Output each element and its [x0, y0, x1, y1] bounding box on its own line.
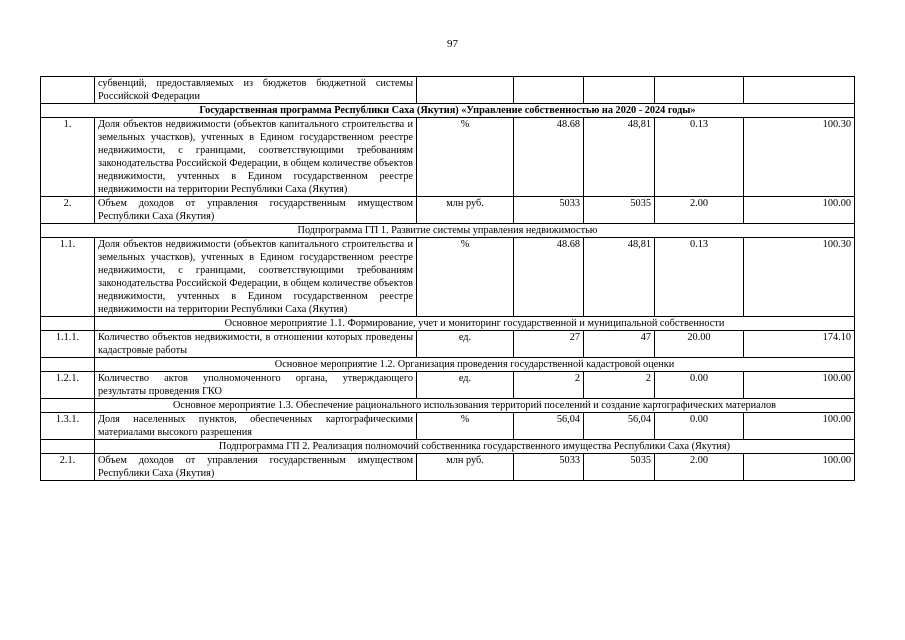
- table-row: [41, 331, 855, 358]
- row-number: 1.1.: [41, 238, 95, 317]
- row-number: 2.1.: [41, 454, 95, 481]
- section-row: [41, 104, 855, 118]
- table-row: [41, 372, 855, 399]
- section-row: [41, 440, 855, 454]
- deviation-cell: 0.13: [655, 118, 744, 197]
- section-row: [41, 317, 855, 331]
- percent-cell: 100.00: [744, 372, 855, 399]
- section-row: [41, 399, 855, 413]
- row-number: 1.1.1.: [41, 331, 95, 358]
- indicator-name: Объем доходов от управления государственным имуществом Республики Саха (Якутия): [95, 197, 417, 224]
- plan-cell: 2: [514, 372, 584, 399]
- row-number: [41, 77, 95, 104]
- percent-cell: 100.00: [744, 197, 855, 224]
- plan-cell: 5033: [514, 197, 584, 224]
- table-row: [41, 118, 855, 197]
- unit-cell: %: [417, 118, 514, 197]
- unit-cell: ед.: [417, 331, 514, 358]
- fact-cell: [584, 77, 655, 104]
- section-row: [41, 358, 855, 372]
- plan-cell: 48.68: [514, 118, 584, 197]
- indicators-table: [40, 76, 855, 481]
- indicator-name: Доля объектов недвижимости (объектов капитального строительства и земельных участков), учтенных в Едином государственном реестре недвижимости, с границами, соответствующими требованиям законодательства Российской Федерации, в общем количестве объектов недвижимости, учтенных в Едином государственном реестре недвижимости на территории Республики Саха (Якутия): [95, 118, 417, 197]
- fact-cell: 48,81: [584, 238, 655, 317]
- plan-cell: [514, 77, 584, 104]
- row-number: 1.: [41, 118, 95, 197]
- deviation-cell: 20.00: [655, 331, 744, 358]
- empty-number-cell: [41, 317, 95, 331]
- table-row: [41, 238, 855, 317]
- row-number: 1.3.1.: [41, 413, 95, 440]
- plan-cell: 56,04: [514, 413, 584, 440]
- percent-cell: 100.00: [744, 413, 855, 440]
- plan-cell: 27: [514, 331, 584, 358]
- program-title: Государственная программа Республики Саха (Якутия) «Управление собственностью на 2020 - 2024 годы»: [41, 104, 855, 118]
- unit-cell: млн руб.: [417, 197, 514, 224]
- row-number: 2.: [41, 197, 95, 224]
- indicator-name: субвенций, предоставляемых из бюджетов бюджетной системы Российской Федерации: [95, 77, 417, 104]
- subprogram-title: Подпрограмма ГП 2. Реализация полномочий собственника государственного имущества Республики Саха (Якутия): [95, 440, 855, 454]
- page-number: 97: [447, 38, 458, 50]
- empty-number-cell: [41, 358, 95, 372]
- unit-cell: %: [417, 238, 514, 317]
- unit-cell: %: [417, 413, 514, 440]
- deviation-cell: 2.00: [655, 197, 744, 224]
- deviation-cell: [655, 77, 744, 104]
- fact-cell: 5035: [584, 454, 655, 481]
- fact-cell: 2: [584, 372, 655, 399]
- empty-number-cell: [41, 440, 95, 454]
- indicator-name: Количество актов уполномоченного органа, утверждающего результаты проведения ГКО: [95, 372, 417, 399]
- unit-cell: [417, 77, 514, 104]
- plan-cell: 5033: [514, 454, 584, 481]
- indicator-name: Количество объектов недвижимости, в отношении которых проведены кадастровые работы: [95, 331, 417, 358]
- deviation-cell: 0.13: [655, 238, 744, 317]
- table-row: [41, 197, 855, 224]
- indicator-name: Доля населенных пунктов, обеспеченных картографическими материалами высокого разрешения: [95, 413, 417, 440]
- indicator-name: Объем доходов от управления государственным имуществом Республики Саха (Якутия): [95, 454, 417, 481]
- percent-cell: [744, 77, 855, 104]
- indicator-name: Доля объектов недвижимости (объектов капитального строительства и земельных участков), учтенных в Едином государственном реестре недвижимости, с границами, соответствующими требованиям законодательства Российской Федерации, в общем количестве объектов недвижимости, учтенных в Едином государственном реестре недвижимости на территории Республики Саха (Якутия): [95, 238, 417, 317]
- percent-cell: 100.30: [744, 118, 855, 197]
- section-row: [41, 224, 855, 238]
- empty-number-cell: [41, 399, 95, 413]
- percent-cell: 100.00: [744, 454, 855, 481]
- unit-cell: ед.: [417, 372, 514, 399]
- row-number: 1.2.1.: [41, 372, 95, 399]
- table-row: [41, 77, 855, 104]
- subprogram-title: Подпрограмма ГП 1. Развитие системы управления недвижимостью: [41, 224, 855, 238]
- fact-cell: 47: [584, 331, 655, 358]
- measure-title: Основное мероприятие 1.3. Обеспечение рационального использования территорий поселений и создание картографических материалов: [95, 399, 855, 413]
- percent-cell: 174.10: [744, 331, 855, 358]
- measure-title: Основное мероприятие 1.1. Формирование, учет и мониторинг государственной и муниципальной собственности: [95, 317, 855, 331]
- fact-cell: 48,81: [584, 118, 655, 197]
- deviation-cell: 0.00: [655, 413, 744, 440]
- measure-title: Основное мероприятие 1.2. Организация проведения государственной кадастровой оценки: [95, 358, 855, 372]
- percent-cell: 100.30: [744, 238, 855, 317]
- table-row: [41, 454, 855, 481]
- unit-cell: млн руб.: [417, 454, 514, 481]
- deviation-cell: 0.00: [655, 372, 744, 399]
- deviation-cell: 2.00: [655, 454, 744, 481]
- fact-cell: 5035: [584, 197, 655, 224]
- fact-cell: 56,04: [584, 413, 655, 440]
- table-row: [41, 413, 855, 440]
- plan-cell: 48.68: [514, 238, 584, 317]
